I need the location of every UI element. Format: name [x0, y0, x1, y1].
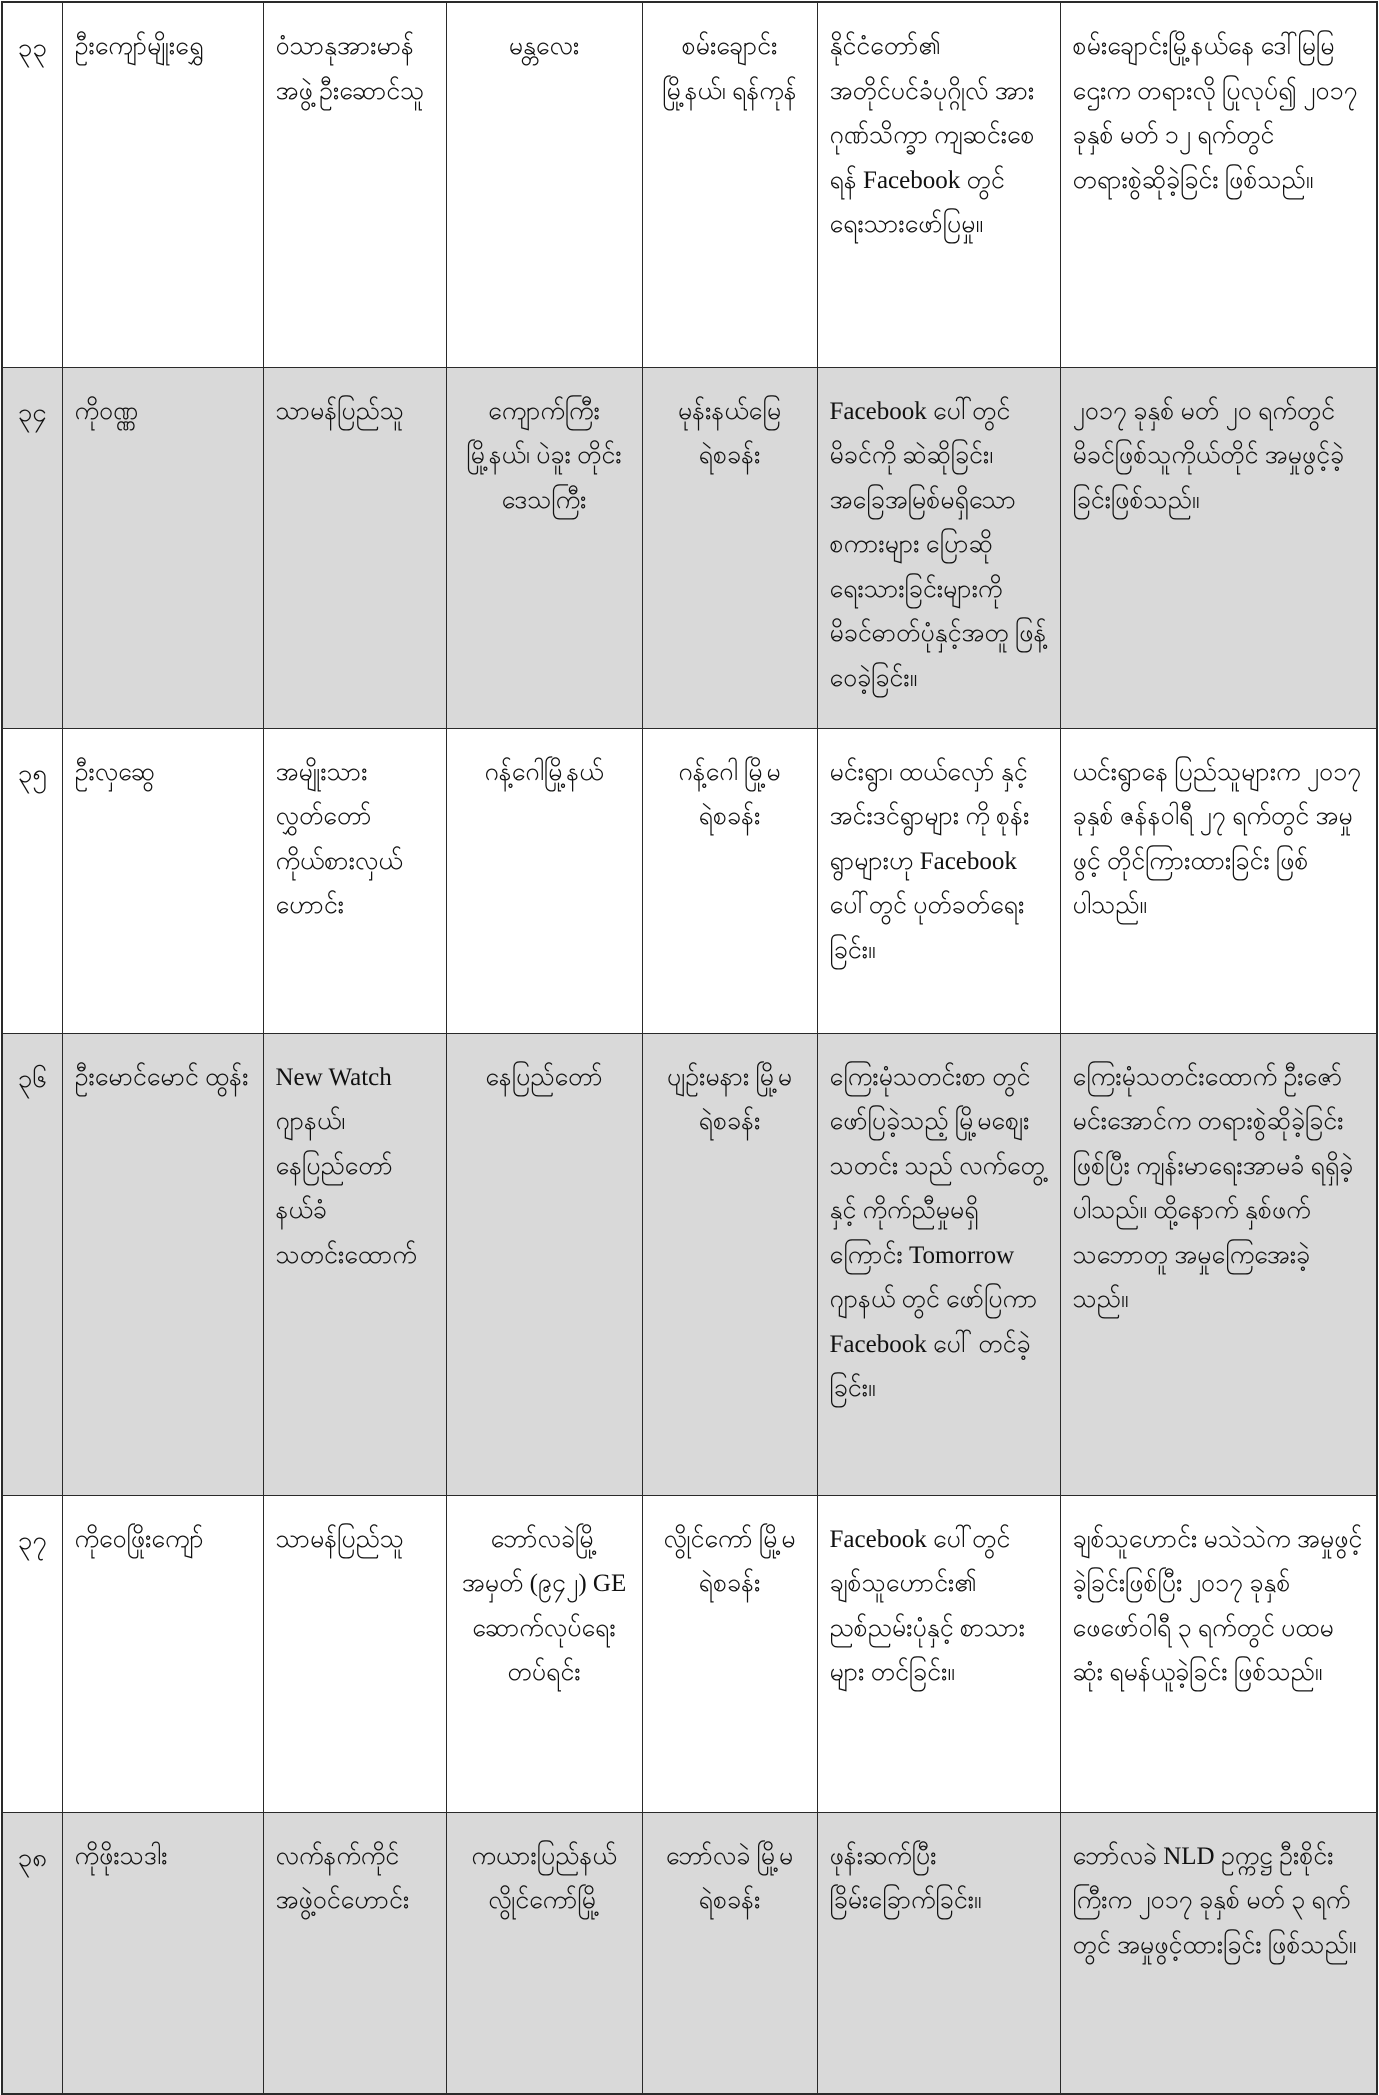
case-table: [1, 1, 1378, 2095]
offense-cell: ကြေးမုံသတင်းစာ တွင် ဖော်ပြခဲ့သည့် မြို့မစျေးသတင်း သည် လက်တွေ့နှင့် ကိုက်ညီမှုမရှိကြောင်း Tomorrow ဂျာနယ် တွင် ဖော်ပြကာ Facebook ပေါ် တင်ခဲ့ခြင်း။: [817, 1033, 1060, 1495]
table-row: [2, 1812, 1377, 2094]
outcome-cell: ၂၀၁၇ ခုနှစ် မတ် ၂၀ ရက်တွင် မိခင်ဖြစ်သူကိုယ်တိုင် အမှုဖွင့်ခဲ့ခြင်းဖြစ်သည်။: [1060, 367, 1377, 728]
case-number-cell: ၃၄: [2, 367, 62, 728]
offense-cell: နိုင်ငံတော်၏ အတိုင်ပင်ခံပုဂ္ဂိုလ် အား ဂုဏ်သိက္ခာ ကျဆင်းစေရန် Facebook တွင် ရေးသားဖော်ပြမှု။: [817, 2, 1060, 367]
table-row: [2, 1033, 1377, 1495]
role-cell: ဝံသာနုအားမာန် အဖွဲ့ ဦးဆောင်သူ: [263, 2, 446, 367]
police-station-cell: စမ်းချောင်း မြို့နယ်၊ ရန်ကုန်: [642, 2, 817, 367]
location-cell: ကယားပြည်နယ် လွိုင်ကော်မြို့: [446, 1812, 642, 2094]
name-cell: ကိုဖိုးသဒါး: [62, 1812, 263, 2094]
case-number-cell: ၃၃: [2, 2, 62, 367]
case-number-cell: ၃၅: [2, 728, 62, 1033]
case-number-cell: ၃၈: [2, 1812, 62, 2094]
location-cell: မန္တလေး: [446, 2, 642, 367]
outcome-cell: ကြေးမုံသတင်းထောက် ဦးဇော်မင်းအောင်က တရားစွဲဆိုခဲ့ခြင်းဖြစ်ပြီး ကျန်းမာရေးအာမခံ ရရှိခဲ့ပါသည်။ ထို့နောက် နှစ်ဖက်သဘောတူ အမှုကြေအေးခဲ့သည်။: [1060, 1033, 1377, 1495]
offense-cell: မင်းရွာ၊ ထယ်လှော် နှင့် အင်းဒင်ရွာများ ကို စုန်းရွာများဟု Facebook ပေါ်တွင် ပုတ်ခတ်ရေးခြင်း။: [817, 728, 1060, 1033]
name-cell: ကိုဝဏ္ဏ: [62, 367, 263, 728]
case-number-cell: ၃၆: [2, 1033, 62, 1495]
outcome-cell: စမ်းချောင်းမြို့နယ်နေ ဒေါ်မြမြဌေးက တရားလို ပြုလုပ်၍ ၂၀၁၇ ခုနှစ် မတ် ၁၂ ရက်တွင် တရားစွဲဆိုခဲ့ခြင်း ဖြစ်သည်။: [1060, 2, 1377, 367]
table-row: [2, 1495, 1377, 1812]
outcome-cell: ယင်းရွာနေ ပြည်သူများက ၂၀၁၇ ခုနှစ် ဇန်နဝါရီ ၂၇ ရက်တွင် အမှုဖွင့် တိုင်ကြားထားခြင်း ဖြစ်ပါသည်။: [1060, 728, 1377, 1033]
police-station-cell: လွိုင်ကော် မြို့မရဲစခန်း: [642, 1495, 817, 1812]
offense-cell: ဖုန်းဆက်ပြီး ခြိမ်းခြောက်ခြင်း။: [817, 1812, 1060, 2094]
outcome-cell: ဘော်လခဲ NLD ဥက္ကဋ္ဌ ဦးစိုင်းကြီးက ၂၀၁၇ ခုနှစ် မတ် ၃ ရက်တွင် အမှုဖွင့်ထားခြင်း ဖြစ်သည်။: [1060, 1812, 1377, 2094]
police-station-cell: မုန်းနယ်မြေ ရဲစခန်း: [642, 367, 817, 728]
name-cell: ကိုဝေဖြိုးကျော်: [62, 1495, 263, 1812]
name-cell: ဦးမောင်မောင် ထွန်း: [62, 1033, 263, 1495]
role-cell: သာမန်ပြည်သူ: [263, 1495, 446, 1812]
role-cell: New Watch ဂျာနယ်၊ နေပြည်တော် နယ်ခံ သတင်းထောက်: [263, 1033, 446, 1495]
police-station-cell: ဂန့်ဂေါ မြို့မရဲစခန်း: [642, 728, 817, 1033]
police-station-cell: ဘော်လခဲ မြို့မရဲစခန်း: [642, 1812, 817, 2094]
role-cell: အမျိုးသား လွှတ်တော် ကိုယ်စားလှယ် ဟောင်း: [263, 728, 446, 1033]
case-number-cell: ၃၇: [2, 1495, 62, 1812]
offense-cell: Facebook ပေါ်တွင် မိခင်ကို ဆဲဆိုခြင်း၊ အခြေအမြစ်မရှိသော စကားများ ပြောဆို ရေးသားခြင်းများကို မိခင်ဓာတ်ပုံနှင့်အတူ ဖြန့်ဝေခဲ့ခြင်း။: [817, 367, 1060, 728]
outcome-cell: ချစ်သူဟောင်း မသဲသဲက အမှုဖွင့်ခဲ့ခြင်းဖြစ်ပြီး ၂၀၁၇ ခုနှစ် ဖေဖော်ဝါရီ ၃ ရက်တွင် ပထမဆုံး ရမန်ယူခဲ့ခြင်း ဖြစ်သည်။: [1060, 1495, 1377, 1812]
location-cell: ဘော်လခဲမြို့ အမှတ် (၉၄၂) GE ဆောက်လုပ်ရေး တပ်ရင်း: [446, 1495, 642, 1812]
location-cell: ကျောက်ကြီး မြို့နယ်၊ ပဲခူး တိုင်းဒေသကြီး: [446, 367, 642, 728]
role-cell: သာမန်ပြည်သူ: [263, 367, 446, 728]
offense-cell: Facebook ပေါ်တွင် ချစ်သူဟောင်း၏ ညစ်ညမ်းပုံနှင့် စာသားများ တင်ခြင်း။: [817, 1495, 1060, 1812]
case-table-body: [2, 2, 1377, 2094]
role-cell: လက်နက်ကိုင် အဖွဲ့ဝင်ဟောင်း: [263, 1812, 446, 2094]
location-cell: ဂန့်ဂေါမြို့နယ်: [446, 728, 642, 1033]
police-station-cell: ပျဉ်းမနား မြို့မရဲစခန်း: [642, 1033, 817, 1495]
table-row: [2, 728, 1377, 1033]
name-cell: ဦးကျော်မျိုးရွှေ: [62, 2, 263, 367]
table-row: [2, 367, 1377, 728]
location-cell: နေပြည်တော်: [446, 1033, 642, 1495]
name-cell: ဦးလှဆွေ: [62, 728, 263, 1033]
table-row: [2, 2, 1377, 367]
